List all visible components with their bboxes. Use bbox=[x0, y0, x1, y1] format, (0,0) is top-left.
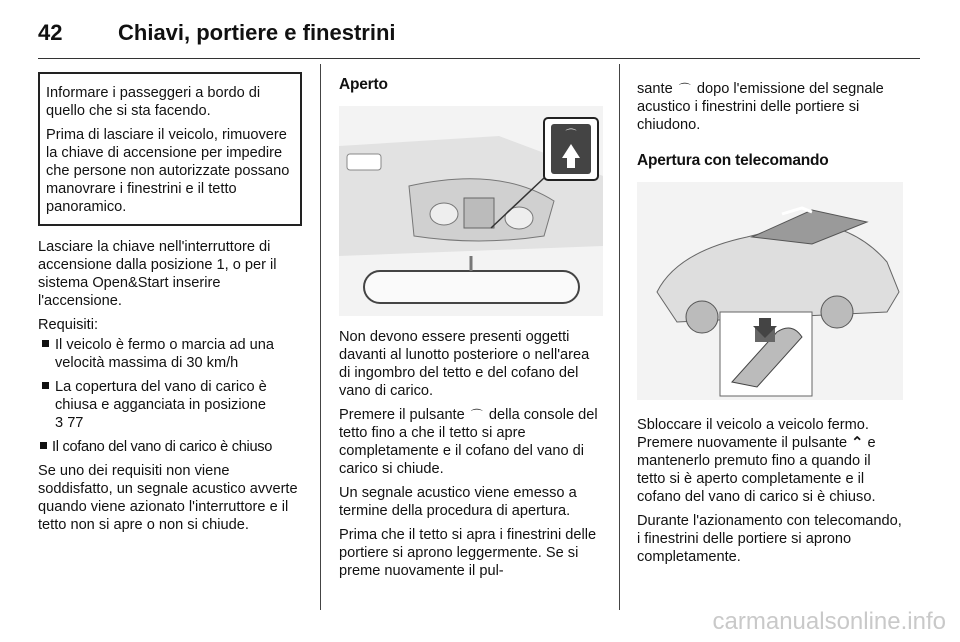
car-drawing bbox=[637, 182, 903, 400]
bullet-square-icon bbox=[40, 442, 47, 449]
page-reference[interactable]: 3 77 bbox=[55, 415, 84, 431]
requirements-label: Requisiti: bbox=[38, 317, 99, 333]
bullet-square-icon bbox=[42, 382, 49, 389]
list-item: La copertura del vano di carico è chiusa e agganciata in posizione 3 77 bbox=[38, 378, 302, 432]
remote-roof-icon: ⌃ bbox=[851, 435, 864, 451]
page-header bbox=[38, 14, 920, 54]
column-3 bbox=[637, 80, 903, 572]
paragraph-remote-windows: Durante l'azionamento con telecomando, i finestrini delle portiere si aprono completamente. bbox=[637, 513, 902, 565]
page-number: 42 bbox=[38, 20, 63, 45]
bullet-square-icon bbox=[42, 340, 49, 347]
roof-button-icon: ⌒ bbox=[678, 82, 691, 96]
watermark: carmanualsonline.info bbox=[712, 608, 946, 635]
warning-box bbox=[38, 72, 302, 226]
roof-console-illustration bbox=[339, 106, 603, 316]
list-item: Il cofano del vano di carico è chiuso bbox=[38, 438, 302, 456]
paragraph-continued: sante ⌒ dopo l'emissione del segnale acustico i finestrini delle portiere si chiudono. bbox=[637, 81, 884, 133]
paragraph-ignition: Lasciare la chiave nell'interruttore di accensione dalla posizione 1, o per il sistema Open&Start inserire l'accensione. bbox=[38, 239, 277, 309]
page-title: Chiavi, portiere e finestrini bbox=[118, 20, 396, 45]
box-text-1: Informare i passeggeri a bordo di quello che si sta facendo. bbox=[46, 85, 261, 119]
svg-text:⌒: ⌒ bbox=[565, 128, 577, 141]
header-rule bbox=[38, 58, 920, 59]
paragraph-press-button: Premere il pulsante ⌒ della console del tetto fino a che il tetto si apre completamente e il cofano del vano di carico si chiude. bbox=[339, 407, 598, 477]
section-heading-remote: Apertura con telecomando bbox=[637, 152, 829, 169]
list-item: Il veicolo è fermo o marcia ad una velocità massima di 30 km/h bbox=[38, 336, 302, 372]
column-divider-1 bbox=[320, 64, 321, 610]
roof-button-icon: ⌒ bbox=[470, 408, 483, 422]
paragraph-requirements-not-met: Se uno dei requisiti non viene soddisfatto, un segnale acustico avverte quando viene azionato l'interruttore e il tetto non si apre o non si chiude. bbox=[38, 463, 298, 533]
roof-console-drawing bbox=[339, 106, 603, 316]
section-heading-open: Aperto bbox=[339, 76, 388, 93]
reference-arrow-icon: 3 bbox=[55, 415, 64, 431]
paragraph-windows: Prima che il tetto si apra i finestrini delle portiere si aprono leggermente. Se si preme nuovamente il pul- bbox=[339, 527, 597, 579]
paragraph-objects: Non devono essere presenti oggetti davanti al lunotto posteriore o nell'area di ingombro del tetto e del cofano del vano di carico. bbox=[339, 329, 590, 399]
column-1 bbox=[38, 72, 302, 540]
paragraph-signal: Un segnale acustico viene emesso a termine della procedura di apertura. bbox=[339, 485, 577, 519]
column-divider-2 bbox=[619, 64, 620, 610]
car-remote-illustration bbox=[637, 182, 903, 400]
paragraph-unlock: Sbloccare il veicolo a veicolo fermo. Premere nuovamente il pulsante ⌃ e mantenerlo premuto fino a quando il tetto si è aperto completamente e il cofano del vano di carico si è chiuso. bbox=[637, 417, 876, 505]
column-2 bbox=[339, 76, 603, 586]
box-text-2: Prima di lasciare il veicolo, rimuovere la chiave di accensione per impedire che persone non autorizzate possano manovrare i finestrini e il tetto panoramico. bbox=[46, 127, 290, 215]
